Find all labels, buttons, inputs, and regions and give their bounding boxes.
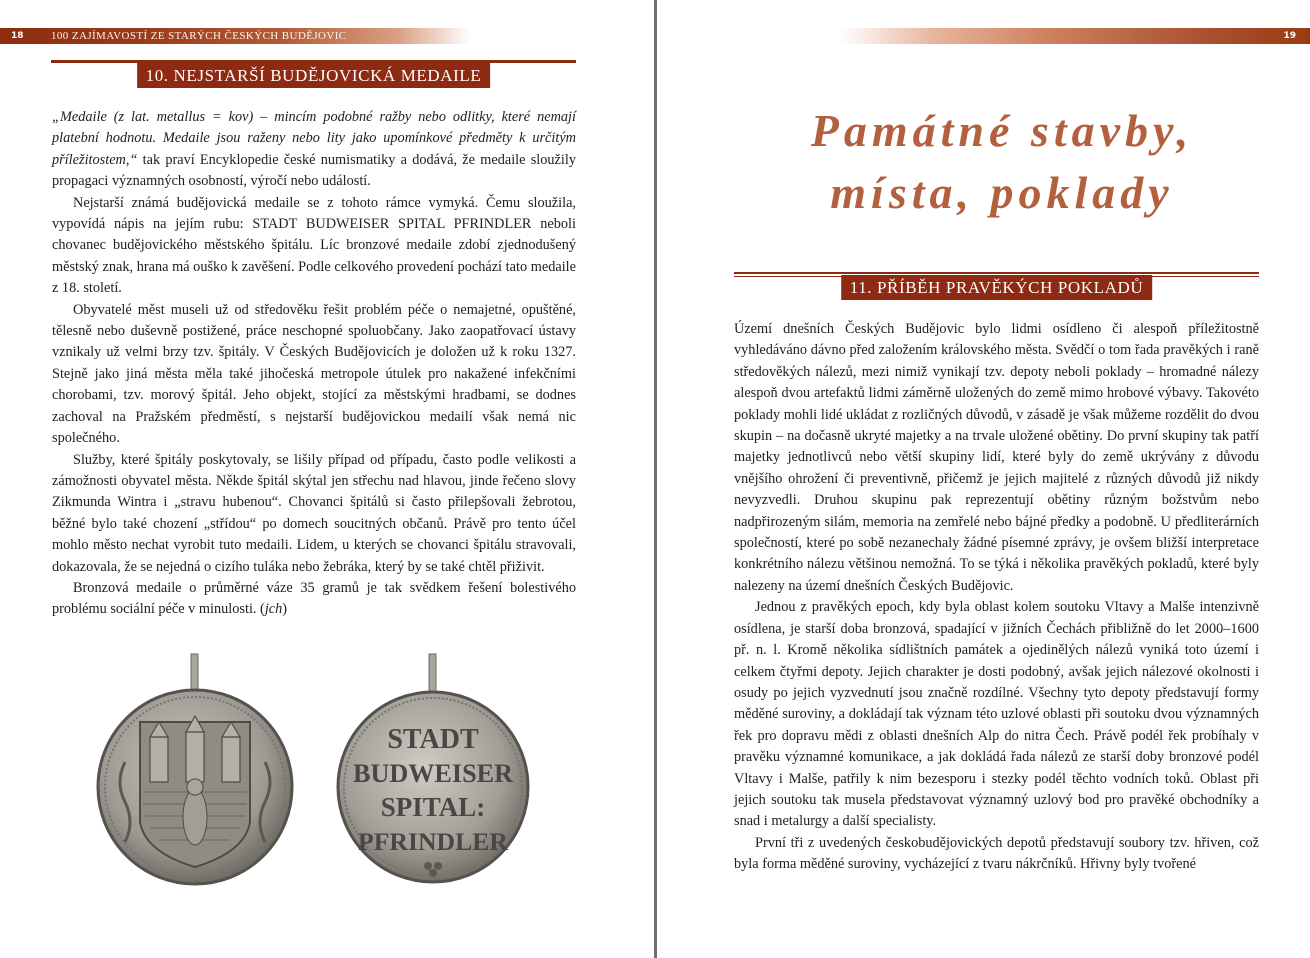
paragraph: Služby, které špitály poskytovaly, se lišily případ od případu, často podle velikosti a zámožnosti obyvatel města. Někde špitál skýtal jen střechu nad hlavou, jinde řečeno slovy Zikmunda Wintra i „stravu hubenou“. Chovanci špitálů si často přilepšovali žebrotou, běžné bylo také chození „střídou“ po domech soucitných občanů. Právě pro tento účel mohlo město nechat vyrobit tuto medaili. Lidem, u kterých se chovanci špitálu stravovali, dokazovala, že se nejedná o cizího tuláka nebo žebráka, který by se také chtěl přiživit. <box>52 451 576 575</box>
paragraph: Bronzová medaile o průměrné váze 35 gramů je tak svědkem řešení bolestivého problému sociální péče v minulosti. (jch) <box>52 579 576 618</box>
section-heading-label: 10. NEJSTARŠÍ BUDĚJOVICKÁ MEDAILE <box>137 63 491 88</box>
left-body-text <box>52 107 576 621</box>
page-number-left: 18 <box>11 31 24 41</box>
page-number-right: 19 <box>1283 31 1296 41</box>
paragraph: Území dnešních Českých Budějovic bylo lidmi osídleno či alespoň příležitostně vyhledáváno dávno před založením královského města. Svědčí o tom řada pravěkých i raně středověkých nálezů, mezi nimiž vynikají tzv. depoty neboli poklady – hromadné nálezy alespoň dvou artefaktů lidmi záměrně uložených do země mimo hrobové výbavy. Takovéto poklady mohli lidé ukládat z rozličných důvodů, v zásadě je však můžeme rozdělit do dvou skupin – na dočasně ukryté majetky a na trvale uložené obětiny. Do první skupiny tak patří majetky jednotlivců nebo větší skupiny lidí, které byly do země ukrývány z důvodu vnějšího ohrožení či preventivně, přičemž je jejich majitelé z různých důvodů již nikdy nevyzvedli. Druhou skupinu pak reprezentují obětiny různým božstvům nebo nadpřirozeným silám, memoria na zemřelé nebo bájné předky a podobně. U předliterárních společností, které po sobě nezanechaly žádné písemné zprávy, je ovšem bližší interpretace konkrétního nálezu většinou nemožná. To se týká i několika pravěkých pokladů, které byly nalezeny na území dnešních Českých Budějovic. <box>734 321 1259 594</box>
reverse-line-1: STADT <box>387 724 479 755</box>
medal-figure <box>95 652 535 892</box>
right-body-text <box>734 319 1259 876</box>
paragraph: Nejstarší známá budějovická medaile se z tohoto rámce vymyká. Čemu sloužila, vypovídá nápis na jejím rubu: STADT BUDWEISER SPITAL PFRINDLER neboli chovanec budějovického městského špitálu. Líc bronzové medaile zdobí zjednodušený městský znak, hrana má ouško k zavěšení. Podle celkového provedení pochází tato medaile z 18. století. <box>52 194 576 297</box>
reverse-line-4: PFRINDLER <box>358 829 509 856</box>
section-heading-label: 11. PŘÍBĚH PRAVĚKÝCH POKLADŮ <box>841 275 1153 300</box>
paragraph: Jednou z pravěkých epoch, kdy byla oblast kolem soutoku Vltavy a Malše intenzivně osídlena, je starší doba bronzová, spadající v jižních Čechách přibližně do let 2000–1600 př. n. l. Kromě několika sídlištních památek a ojedinělých nálezů vyniká toto území i celkem čtyřmi depoty. Jejich charakter je dosti podobný, avšak jejich nálezové okolnosti i osudy po jejich vyzvednutí jsou značně rozdílné. Všechny tyto depoty představují formy měděné suroviny, a dokládají tak význam této uzlové oblasti při soutoku dvou významných řek pro dopravu mědi z oblasti dnešních Alp do nitra Čech. Právě podél řek probíhaly v pravěku významné komunikace, a jak dokládá řada nálezů ze starší doby bronzové podél Vltavy i Malše, patřily k nim bezesporu i stezky podél těchto vodních toků. Oblast při jejich soutoku tak musela představovat významný uzlový bod pro pravěké obchodníky a snad i metalurgy a další specialisty. <box>734 599 1259 830</box>
chapter-title-line-1: Památné stavby, <box>810 105 1194 156</box>
author-initials: jch <box>264 601 283 618</box>
paragraph: „Medaile (z lat. metallus = kov) – mincím podobné ražby nebo odlitky, které nemají platební hodnotu. Medaile jsou raženy nebo lity jako upomínkové předměty k určitým příležitostem,“ tak praví Encyklopedie české numismatiky a dodává, že medaile sloužily propagaci významných osobností, výročí nebo událostí. <box>52 109 576 190</box>
reverse-line-2: BUDWEISER <box>353 759 514 788</box>
section-heading-11 <box>734 272 1259 302</box>
medal-reverse-image <box>333 652 533 892</box>
paragraph: Obyvatelé měst museli už od středověku řešit problém péče o nemajetné, opuštěné, tělesně nebo duševně postižené, práce neschopné spoluobčany. Jako zaopatřovací ústavy vznikaly už velmi brzy tzv. špitály. V Českých Budějovicích je doložen už k roku 1327. Stejně jako jiná města měla také jihočeská metropole útulek pro nakažené infekčními chorobami, tzv. morový špitál. Jeho objekt, stojící za městskými hradbami, se dodnes zachoval na Pražském předměstí, s nejstarší budějovickou medailí však nemá nic společného. <box>52 301 576 447</box>
running-header-right <box>840 28 1310 44</box>
right-page <box>657 0 1310 958</box>
section-heading-10 <box>51 60 576 90</box>
chapter-title <box>737 100 1267 224</box>
paragraph: První tři z uvedených českobudějovických depotů představují soubory tzv. hřiven, což byla forma měděné suroviny, vycházející z tvaru nákrčníků. Hřivny byly tvořené <box>734 834 1259 873</box>
running-header-left <box>0 28 470 44</box>
quote-italic: „Medaile (z lat. metallus = kov) – mincím podobné ražby nebo odlitky, které nemají platební hodnotu. Medaile jsou raženy nebo lity jako upomínkové předměty k určitým příležitostem,“ <box>52 109 576 168</box>
left-page <box>0 0 654 958</box>
reverse-line-3: SPITAL: <box>380 792 486 822</box>
chapter-title-line-2: místa, poklady <box>830 167 1174 218</box>
medal-obverse-image <box>95 652 295 892</box>
running-title: 100 ZAJÍMAVOSTÍ ZE STARÝCH ČESKÝCH BUDĚJOVIC <box>51 30 347 42</box>
